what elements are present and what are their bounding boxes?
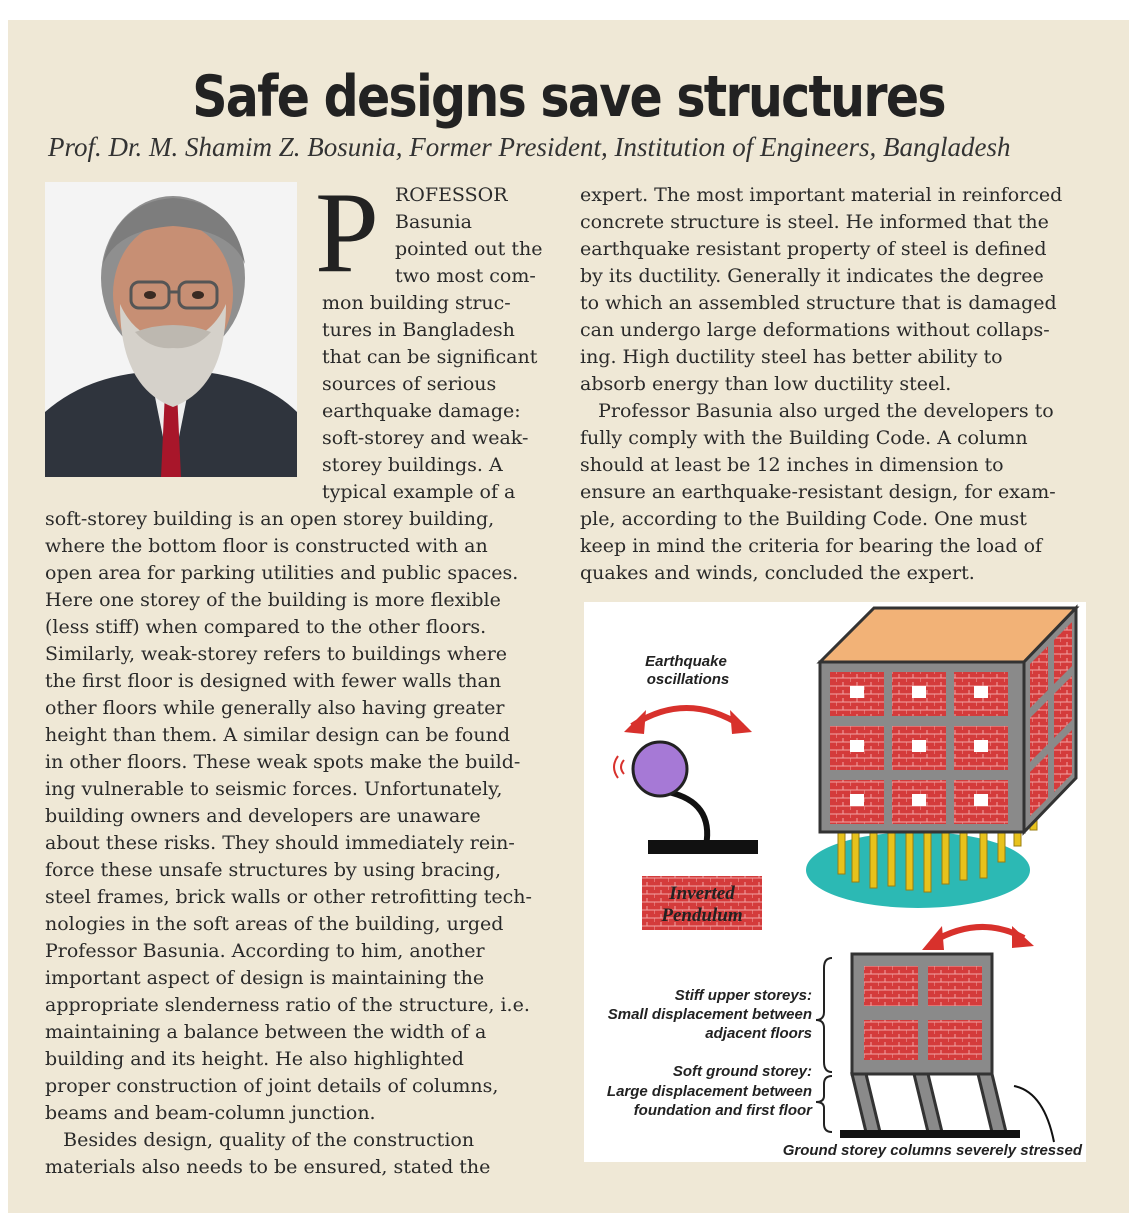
article-page <box>8 20 1129 1213</box>
article-title: Safe designs save structures <box>192 64 945 130</box>
article-byline: Prof. Dr. M. Shamim Z. Bosunia, Former President, Institution of Engineers, Bangladesh <box>48 132 1011 162</box>
text-line: quakes and winds, concluded the expert. <box>580 562 975 584</box>
text-line: Here one storey of the building is more flexible <box>45 589 501 611</box>
text-line: soft-storey and weak- <box>322 427 529 449</box>
text-line: typical example of a <box>322 481 516 503</box>
pendulum-label-1: Inverted <box>669 883 735 904</box>
text-line: ple, according to the Building Code. One must <box>580 508 1027 530</box>
text-line: Professor Basunia. According to him, another <box>45 940 485 962</box>
drop-cap: P <box>315 169 379 296</box>
text-line: building owners and developers are unaware <box>45 805 481 827</box>
article-column-left <box>45 169 550 1182</box>
foundation-slab <box>840 1130 1020 1138</box>
text-line: tures in Bangladesh <box>322 319 515 341</box>
text-line: proper construction of joint details of columns, <box>45 1075 499 1097</box>
text-line: keep in mind the criteria for bearing the load of <box>580 535 1043 557</box>
text-line: (less stiff) when compared to the other floors. <box>45 616 487 638</box>
arrowhead-left-icon <box>624 710 646 734</box>
text-line: important aspect of design is maintaining the <box>45 967 485 989</box>
pendulum-rod <box>668 792 707 846</box>
text-line: ing vulnerable to seismic forces. Unfortunately, <box>45 778 503 800</box>
text-line: open area for parking utilities and public spaces. <box>45 562 519 584</box>
pendulum-base <box>648 840 758 854</box>
text-line: Basunia <box>395 211 472 233</box>
text-line: about these risks. They should immediately rein- <box>45 832 515 854</box>
text-line: materials also needs to be ensured, stated the <box>45 1156 491 1178</box>
text-line: maintaining a balance between the width of a <box>45 1021 487 1043</box>
text-line: earthquake damage: <box>322 400 521 422</box>
text-line: steel frames, brick walls or other retrofitting tech- <box>45 886 532 908</box>
text-line: soft-storey building is an open storey building, <box>45 508 495 530</box>
soft-label-3: foundation and first floor <box>633 1102 812 1119</box>
text-line: ensure an earthquake-resistant design, for exam- <box>580 481 1056 503</box>
text-line: Professor Basunia also urged the developers to <box>580 400 1054 422</box>
text-line: Similarly, weak-storey refers to buildings where <box>45 643 508 665</box>
ground-columns <box>852 1074 1006 1132</box>
ground-stress-label: Ground storey columns severely stressed <box>782 1142 1082 1159</box>
text-line: can undergo large deformations without collaps- <box>580 319 1050 341</box>
portrait-image <box>45 182 297 477</box>
text-line: storey buildings. A <box>322 454 503 476</box>
soft-label-1: Soft ground storey: <box>672 1063 812 1080</box>
text-line: fully comply with the Building Code. A column <box>580 427 1028 449</box>
text-line: sources of serious <box>322 373 497 395</box>
text-line: the first floor is designed with fewer walls than <box>45 670 502 692</box>
text-line: Besides design, quality of the construction <box>45 1129 475 1151</box>
text-line: absorb energy than low ductility steel. <box>580 373 952 395</box>
earthquake-figure <box>584 602 1086 1162</box>
text-line: should at least be 12 inches in dimension to <box>580 454 1004 476</box>
soft-label-2: Large displacement between <box>606 1083 812 1100</box>
text-line: beams and beam-column junction. <box>45 1102 376 1124</box>
text-line: that can be significant <box>322 346 538 368</box>
stiff-brace <box>816 958 832 1072</box>
pendulum-label-2: Pendulum <box>661 905 743 926</box>
stiff-label-3: adjacent floors <box>705 1025 812 1042</box>
text-line: where the bottom floor is constructed with an <box>45 535 488 557</box>
text-line: earthquake resistant property of steel is defined <box>580 238 1047 260</box>
text-line: height than them. A similar design can be found <box>45 724 510 746</box>
text-line: expert. The most important material in reinforced <box>580 184 1063 206</box>
author-photo <box>45 182 297 477</box>
sway-arrow-icon <box>932 927 1024 942</box>
stiff-label-1: Stiff upper storeys: <box>674 987 812 1004</box>
text-line: pointed out the <box>395 238 543 260</box>
pendulum-mass-icon <box>633 742 687 796</box>
arrowhead-right-icon <box>730 710 752 734</box>
text-line: two most com- <box>395 265 536 287</box>
text-line: ROFESSOR <box>395 184 508 206</box>
text-line: appropriate slenderness ratio of the structure, i.e. <box>45 994 530 1016</box>
sway-arrowhead-right-icon <box>1012 926 1034 948</box>
text-line: concrete structure is steel. He informed that the <box>580 211 1049 233</box>
text-line: building and its height. He also highlighted <box>45 1048 464 1070</box>
earthquake-label-1: Earthquake <box>645 653 727 670</box>
text-line: mon building struc- <box>322 292 511 314</box>
text-line: to which an assembled structure that is damaged <box>580 292 1057 314</box>
text-line: by its ductility. Generally it indicates the degree <box>580 265 1044 287</box>
text-line: in other floors. These weak spots make the build- <box>45 751 521 773</box>
text-line: other floors while generally also having greater <box>45 697 505 719</box>
sway-arrowhead-left-icon <box>922 926 944 950</box>
text-line: nologies in the soft areas of the building, urged <box>45 913 504 935</box>
text-line: force these unsafe structures by using bracing, <box>45 859 501 881</box>
soft-brace <box>816 1076 832 1132</box>
earthquake-label-2: oscillations <box>646 671 730 688</box>
text-line: ing. High ductility steel has better ability to <box>580 346 1003 368</box>
figure-illustration <box>584 602 1086 1162</box>
stiff-label-2: Small displacement between <box>607 1006 812 1023</box>
oscillation-arrow-icon <box>632 708 742 726</box>
